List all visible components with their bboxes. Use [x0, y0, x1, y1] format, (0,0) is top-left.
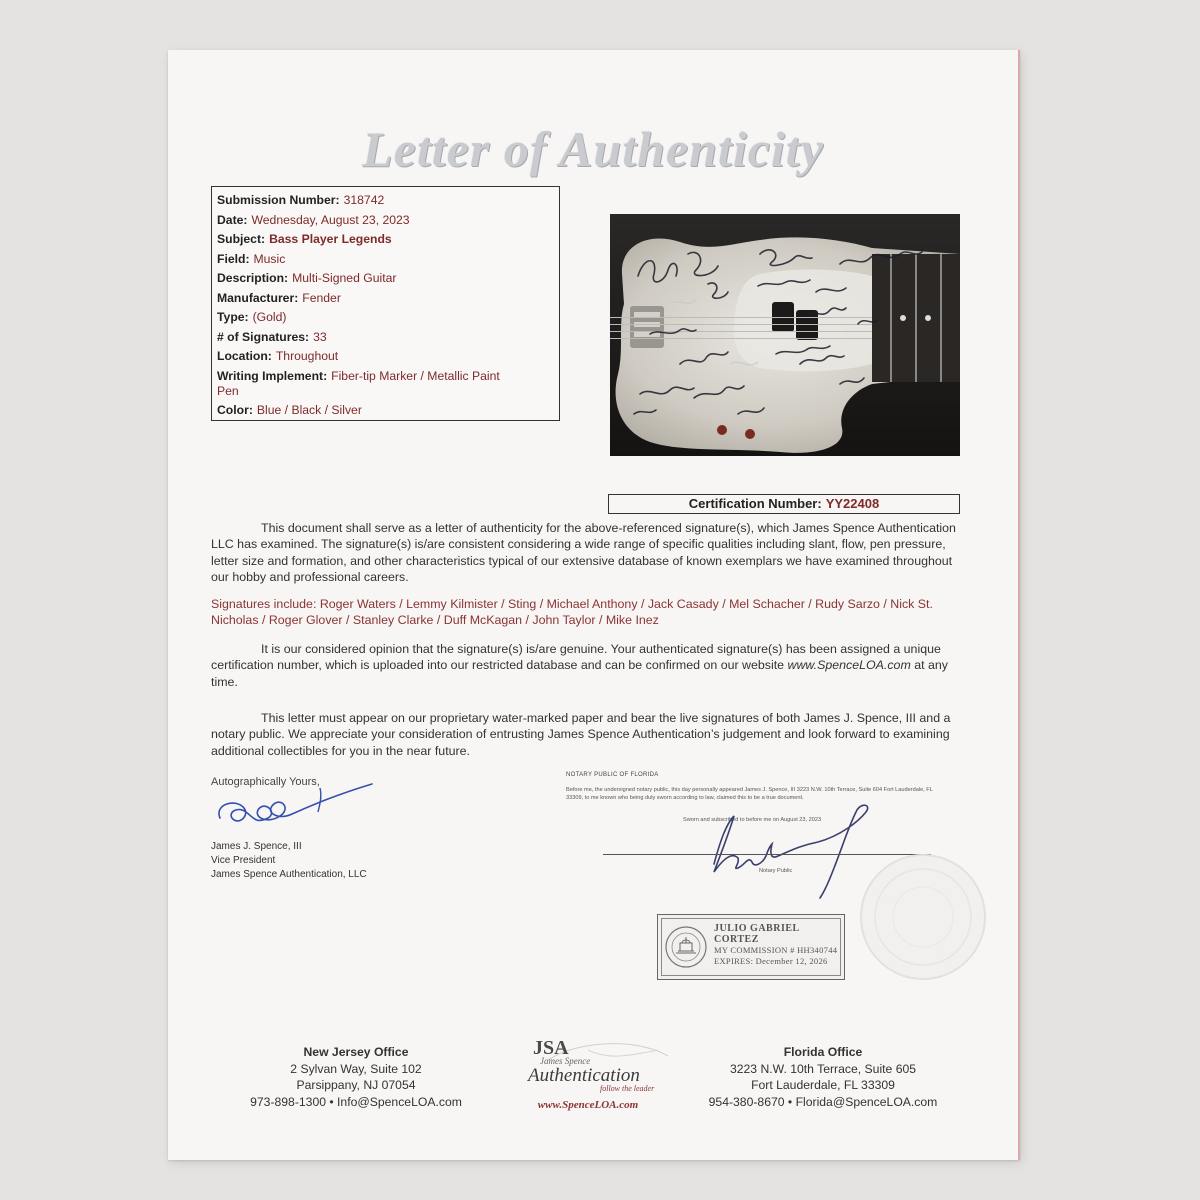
- new-jersey-office: New Jersey Office 2 Sylvan Way, Suite 102 Parsippany, NJ 07054 973-898-1300 • Info@SpenceLOA.com: [211, 1044, 501, 1110]
- info-row-date: Date: Wednesday, August 23, 2023: [217, 212, 410, 227]
- jsa-website[interactable]: www.SpenceLOA.com: [537, 1099, 639, 1111]
- notary-expiration: EXPIRES: December 12, 2026: [714, 956, 828, 966]
- office-heading: Florida Office: [783, 1045, 863, 1059]
- guitar-photo: [610, 214, 960, 456]
- spence-signature: [208, 778, 408, 838]
- info-row-subject: Subject: Bass Player Legends: [217, 232, 392, 246]
- letter-paper: [168, 50, 1020, 1160]
- info-row-location: Location: Throughout: [217, 349, 339, 363]
- jsa-name: James Spence: [540, 1056, 591, 1066]
- jsa-authentication: Authentication: [528, 1065, 640, 1086]
- signer-name: James J. Spence, III: [211, 841, 302, 852]
- info-row-signature-count: # of Signatures: 33: [217, 329, 327, 344]
- signed-bass-guitar-image: [610, 214, 960, 456]
- signer-block: [211, 840, 367, 882]
- notary-sworn-line: Sworn and subscribed to before me on August 23, 2023: [683, 817, 822, 823]
- notary-stamp: [657, 914, 845, 980]
- notary-commission: MY COMMISSION # HH340744: [714, 945, 838, 955]
- authenticity-paragraph: This document shall serve as a letter of authenticity for the above-referenced signature(s), which James Spence Authentication LLC has examined. The signature(s) is/are consistent considering a wide range of specific qualities including slant, flow, pen pressure, letter size and formation, and other characteristics typical of our extensive database of known exemplars we have examined throughout our hobby and professional careers.: [211, 521, 956, 584]
- office-heading: New Jersey Office: [303, 1045, 409, 1059]
- info-row-field: Field: Music: [217, 251, 286, 266]
- notary-name: JULIO GABRIEL CORTEZ: [714, 923, 800, 945]
- florida-seal-icon: [664, 921, 708, 973]
- jsa-mark: JSA: [533, 1037, 569, 1059]
- certification-number-box: [608, 494, 960, 514]
- watermark-paragraph: This letter must appear on our proprietary water-marked paper and bear the live signatures of both James J. Spence, III and a notary public. We appreciate your consideration of entrusting James Spence Authentication’s judgement and look forward to examining additional collectibles for you in the near future.: [211, 711, 951, 758]
- certification-number: YY22408: [825, 496, 880, 511]
- embossed-seal-icon: [858, 852, 988, 982]
- info-row-color: Color: Blue / Black / Silver: [217, 402, 362, 417]
- info-row-type: Type: (Gold): [217, 310, 287, 324]
- opinion-paragraph: It is our considered opinion that the signature(s) is/are genuine. Your authenticated signature(s) has been assigned a unique certification number, which is uploaded into our restricted database and can be confirmed on our website www.SpenceLOA.com at any time.: [211, 642, 948, 689]
- signatures-list: Signatures include: Roger Waters / Lemmy Kilmister / Sting / Michael Anthony / Jack Casady / Mel Schacher / Rudy Sarzo / Nick St. Nicholas / Roger Glover / Stanley Clarke / Duff McKagan / John Taylor / Mike Inez: [211, 597, 933, 628]
- info-row-writing-implement: Writing Implement: Fiber-tip Marker / Metallic Paint Pen: [217, 368, 500, 398]
- info-row-description: Description: Multi-Signed Guitar: [217, 271, 397, 285]
- signer-company: James Spence Authentication, LLC: [211, 869, 367, 880]
- notary-public-label: Notary Public: [759, 868, 793, 874]
- florida-office: Florida Office 3223 N.W. 10th Terrace, Suite 605 Fort Lauderdale, FL 33309 954-380-8670 • Florida@SpenceLOA.com: [668, 1044, 978, 1110]
- letter-title: Letter of Authenticity: [362, 121, 824, 177]
- info-row-submission-number: Submission Number: 318742: [217, 193, 385, 207]
- website-link[interactable]: www.SpenceLOA.com: [787, 658, 911, 673]
- info-row-manufacturer: Manufacturer: Fender: [217, 290, 341, 305]
- closing-line: Autographically Yours,: [211, 776, 320, 788]
- notary-title: NOTARY PUBLIC OF FLORIDA: [566, 772, 659, 778]
- submission-info-box: [211, 186, 560, 421]
- signer-role: Vice President: [211, 855, 276, 866]
- certification-label: Certification Number:: [688, 496, 822, 511]
- notary-statement: Before me, the undersigned notary public, this day personally appeared James J. Spence, III 3223 N.W. 10th Terrace, Suite 604 Fort Lauderdale, FL 33309, to me known who being duly sworn according to law, claimed this to be a true document.: [566, 787, 933, 801]
- jsa-tagline: follow the leader: [600, 1084, 655, 1093]
